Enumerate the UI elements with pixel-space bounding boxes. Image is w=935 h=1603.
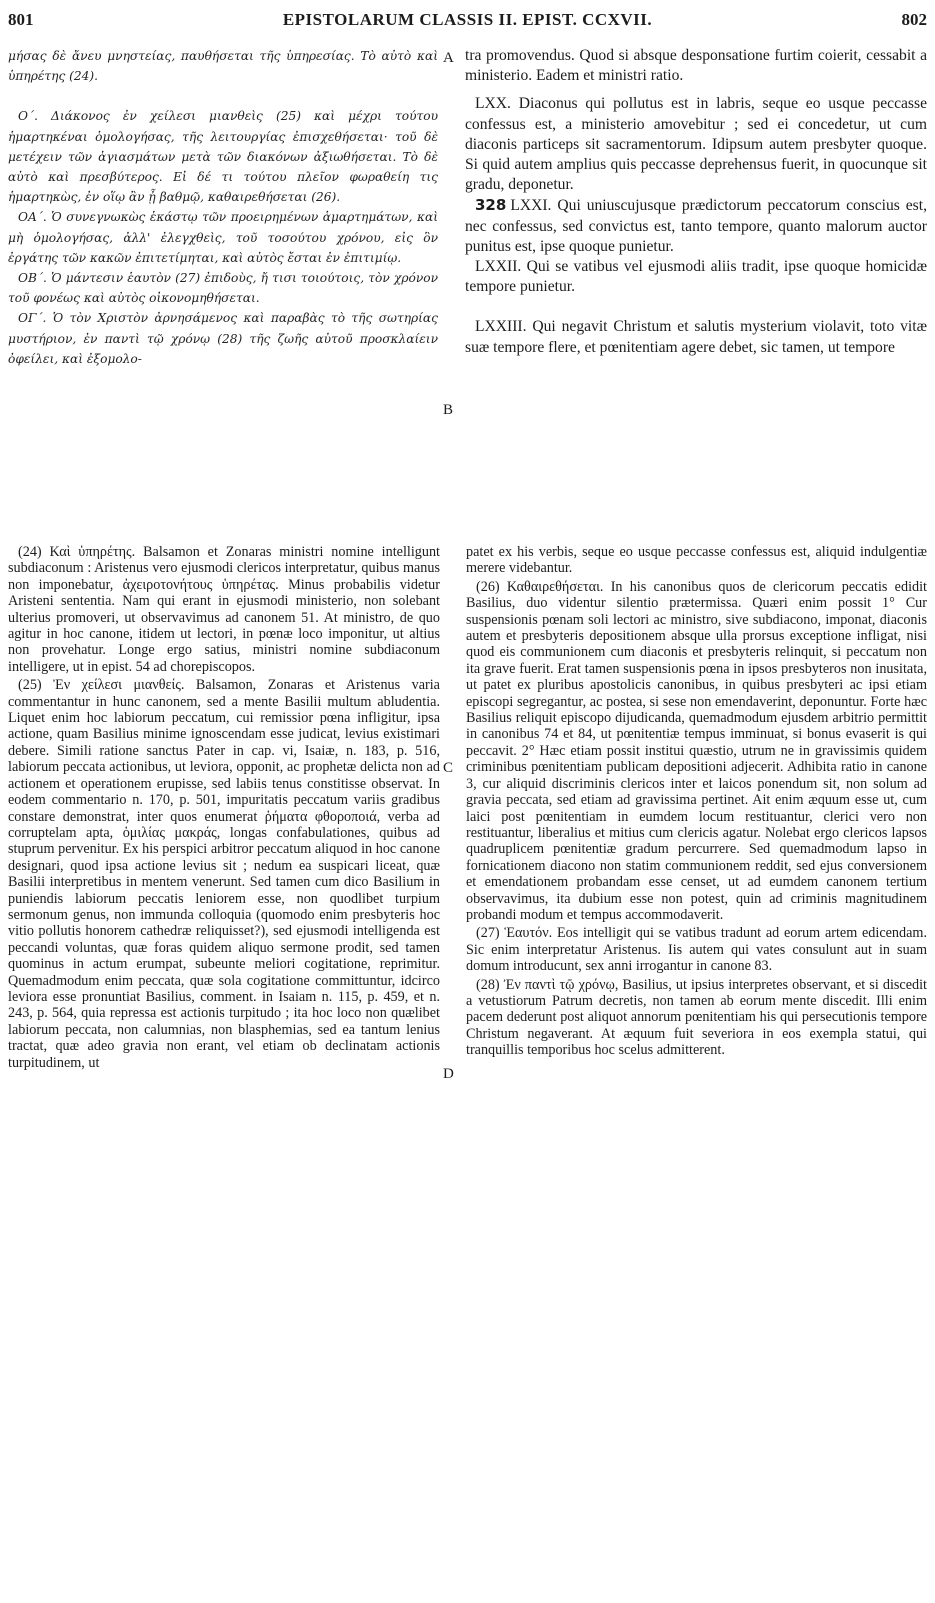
greek-text-column [8,46,438,524]
notes-left-column [8,544,440,1594]
spacer [465,297,927,317]
greek-canon-71: ΟΑ΄. Ὁ συνεγνωκὼς ἑκάστῳ τῶν προειρημένων ἁμαρτημάτων, καὶ μὴ ὁμολογήσας, ἀλλ' ἐλεγχθεὶς, τοῦ τοσούτου χρόνου, εἰς ὃν ἐργάτης τῶν κακῶν ἐπιτετίμηται, καὶ αὐτὸς ἔσται ἐν ἐπιτιμίῳ. [8,210,438,265]
running-title: EPISTOLARUM CLASSIS II. EPIST. CCXVII. [282,10,653,29]
latin-paragraph: tra promovendus. Quod si absque desponsatione furtim coierit, cessabit a ministerio. Eadem et ministri ratio. [465,47,927,85]
note-24: (24) Καὶ ὑπηρέτης. Balsamon et Zonaras ministri nomine intelligunt subdiaconum : Aristenus vero ejusmodi clericos interpretatur, quibus manus non imponebatur, ἀχειροτονήτους ὑπηρέτας. Minus probabilis videtur Aristeni sententia. Nam qui erant in ejusmodi ministerio, non solebant ulterius promoveri, ut observavimus ad canonem 51. At ministro, de quo agitur in hoc canone, itidem ut lectori, in pœnæ loco imponitur, ut altius non provehatur. Longe ergo satius, ministri nomine subdiaconum intelligere, ut in epist. 54 ad chorepiscopos. [8,544,440,675]
margin-letter-b: B [443,402,454,418]
latin-text-column [465,46,927,524]
column-number: 328 [475,196,507,215]
margin-letter-c: C [443,760,454,776]
margin-letter-d: D [443,1066,454,1082]
latin-canon-73: LXXIII. Qui negavit Christum et salutis mysterium violavit, toto vitæ suæ tempore flere, et pœnitentiam agere debet, sic tamen, ut tempore [465,318,927,356]
note-28: (28) Ἐν παντὶ τῷ χρόνῳ, Basilius, ut ipsius interpretes observant, et si discedit a vetustiorum Patrum decretis, non tamen ab eorum mente discedit. Illi enim pacem dederunt post aliquot annorum pœnitentiam his qui persecutionis tempore Christum negaverant. At æquum fuit severiora in eos exempla statui, qui tranquillis temporibus hoc scelus admitterent. [466,976,927,1059]
latin-canon-72: LXXII. Qui se vatibus vel ejusmodi aliis tradit, ipse quoque homicidæ tempore punietur. [465,258,927,296]
greek-canon-70: Ο΄. Διάκονος ἐν χείλεσι μιανθεὶς (25) καὶ μέχρι τούτου ἡμαρτηκέναι ὁμολογήσας, τῆς λειτουργίας ἐπισχεθήσεται· τοῦ δὲ μετέχειν τῶν ἁγιασμάτων μετὰ τῶν διακόνων ἀξιωθήσεται. Τὸ δὲ αὐτὸ καὶ πρεσβύτερος. Εἰ δέ τι τούτου πλεῖον φωραθείη τις ἡμαρτηκὼς, ἐν οἵῳ ἂν ᾖ βαθμῷ, καθαιρεθήσεται (26). [8,109,438,205]
margin-letter-a: A [443,50,454,66]
greek-canon-73: ΟΓ΄. Ὁ τὸν Χριστὸν ἀρνησάμενος καὶ παραβὰς τὸ τῆς σωτηρίας μυστήριον, ἐν παντὶ τῷ χρόνῳ (28) τῆς ζωῆς αὐτοῦ προσκλαίειν ὀφείλει, καὶ ἐξομολο- [8,311,438,366]
note-25: (25) Ἐν χείλεσι μιανθείς. Balsamon, Zonaras et Aristenus varia commentantur in hunc canonem, sed a mente Basilii multum abludentia. Liquet enim hoc labiorum peccatum, cui remissior pœna infligitur, ipsa actione, quam Basilius minime ignoscendam esse judicat, levius existimari debere. Simili ratione sanctus Pater in cap. vi, Isaiæ, n. 183, p. 516, labiorum peccata actionibus, ut leviora, opponit, ac prophetæ delicta non ad actionem et operationem erupisse, sed labiis tenus constitisse observat. In eodem commentario n. 170, p. 501, impuritatis peccatum variis gradibus constare demonstrat, inter quos enumerat ῥήματα φθοροποιά, verba ad corruptelam apta, ὁμιλίας μακράς, longas confabulationes, quibus ad stuprum pervenitur. Ex his perspici arbitror peccatum aliquod in hoc canone designari, quod ipsa actione levius sit ; nedum ea suspicari liceat, quæ Basilii interpretibus in mentem venerunt. Sed tamen cum dico Basilium in puniendis labiorum peccatis leniorem esse, non quodlibet turpium sermonum genus, non immunda colloquia (quomodo enim presbyteris hoc vitio pollutis honorem cathedræ reliquisset?), sed ejusmodi intelligenda est peccandi voluntas, quæ foras quidem aliquo sermone prodit, sed tamen quominus in actum erumpat, subeunte meliori cogitatione, reprimitur. Quemadmodum enim peccata, quæ sola cogitatione committuntur, idcirco leviora esse pronuntiat Basilius, comment. in Isaiam n. 115, p. 459, et n. 243, p. 564, quia repressa est actionis turpitudo ; ita hoc loco non quælibet labiorum peccata, non calumnias, non blasphemias, sed ea tantum lenius tractat, quæ adeo gravia non erant, vel etiam ob declinatam actionis turpitudinem, ut [8,677,440,1071]
spacer [465,86,927,94]
latin-canon-71 [465,195,927,257]
note-26: (26) Καθαιρεθήσεται. In his canonibus quos de clericorum peccatis edidit Basilius, duo videntur silentio prætermissa. Quæri enim possit 1° Cur suspensionis pœnam soli lectori ac ministro, sive subdiacono, imponat, diaconis autem et presbyteris depositionem absque ulla prorsus exceptione infligat, nisi quod eis communionem cum diaconis et presbyteris relinquit, si peccatum non ita grave fuerit. Erat tamen suspensionis pœna in ipsos presbyteros non inusitata, ut patet ex pluribus apostolicis canonibus, in quibus presbyteri ac ipsi etiam episcopi segregantur, ac postea, si sese non emendaverint, deponuntur. Forte hæc Basilius reliquit episcopo dijudicanda, quemadmodum ejusdem arbitrio permittit in canonibus 74 et 84, ut pœnitentiæ tempus imminuat, si bonus evaserit is qui peccavit. 2° Hæc etiam possit institui quæstio, utrum ne in gravissimis quidem criminibus pœnitentiam publicam depositioni adjecerit. Adhibita ratio in canone 3, cur aliquid discriminis clericos inter et laicos ponendum sit, non solum ad gravia peccata, sed etiam ad gravissima pertinet. Ait enim æquum esse ut, cum laici post pœnitentiam in eumdem locum restituantur, clerici vero non restituantur, liberalius et mitius cum clericis agatur. Nolebat ergo clericos lapsos quadruplicem pœnitentiæ gradum percurrere. Sed quemadmodum lapso in fornicationem diacono non statim communionem reddit, sed ejus conversionem et emendationem probandam esse censet, ut ad eumdem canonem tertium observavimus, ita dubium esse non potest, quin ad criminis magnitudinem probandi modum et tempus accommodaverit. [466,578,927,923]
notes-right-column [466,544,927,1594]
greek-canon-72: ΟΒ΄. Ὁ μάντεσιν ἑαυτὸν (27) ἐπιδοὺς, ἤ τισι τοιούτοις, τὸν χρόνον τοῦ φονέως καὶ αὐτὸς οἰκονομηθήσεται. [8,271,438,306]
page-number-left: 801 [8,10,34,29]
greek-paragraph: μήσας δὲ ἄνευ μνηστείας, παυθήσεται τῆς ὑπηρεσίας. Τὸ αὐτὸ καὶ ὑπηρέτης (24). [8,49,438,84]
note-25-continued: patet ex his verbis, seque eo usque peccasse confessus est, aliquid indulgentiæ merere videbantur. [466,544,927,577]
running-header [8,8,927,34]
latin-canon-71-text: LXXI. Qui uniuscujusque prædictorum peccatorum conscius est, nec confessus, sed convictus est, tanto tempore, quanto malorum auctor punitus est, ipse quoque punietur. [465,197,927,255]
latin-canon-70: LXX. Diaconus qui pollutus est in labris, seque eo usque peccasse confessus est, a ministerio amovebitur ; sed ei concedetur, ut cum diaconis particeps sit sacramentorum. Idipsum autem presbyter quoque. Si quid autem amplius quis peccasse deprehensus fuerit, in quocunque sit gradu, deponetur. [465,95,927,194]
note-27: (27) Ἑαυτόν. Eos intelligit qui se vatibus tradunt ad eorum artem edicendam. Sic enim interpretatur Aristenus. Iis autem qui vates consulunt aut in suam domum introducunt, sex anni irrogantur in canone 83. [466,925,927,975]
spacer [8,86,438,106]
page-number-right: 802 [901,10,927,29]
